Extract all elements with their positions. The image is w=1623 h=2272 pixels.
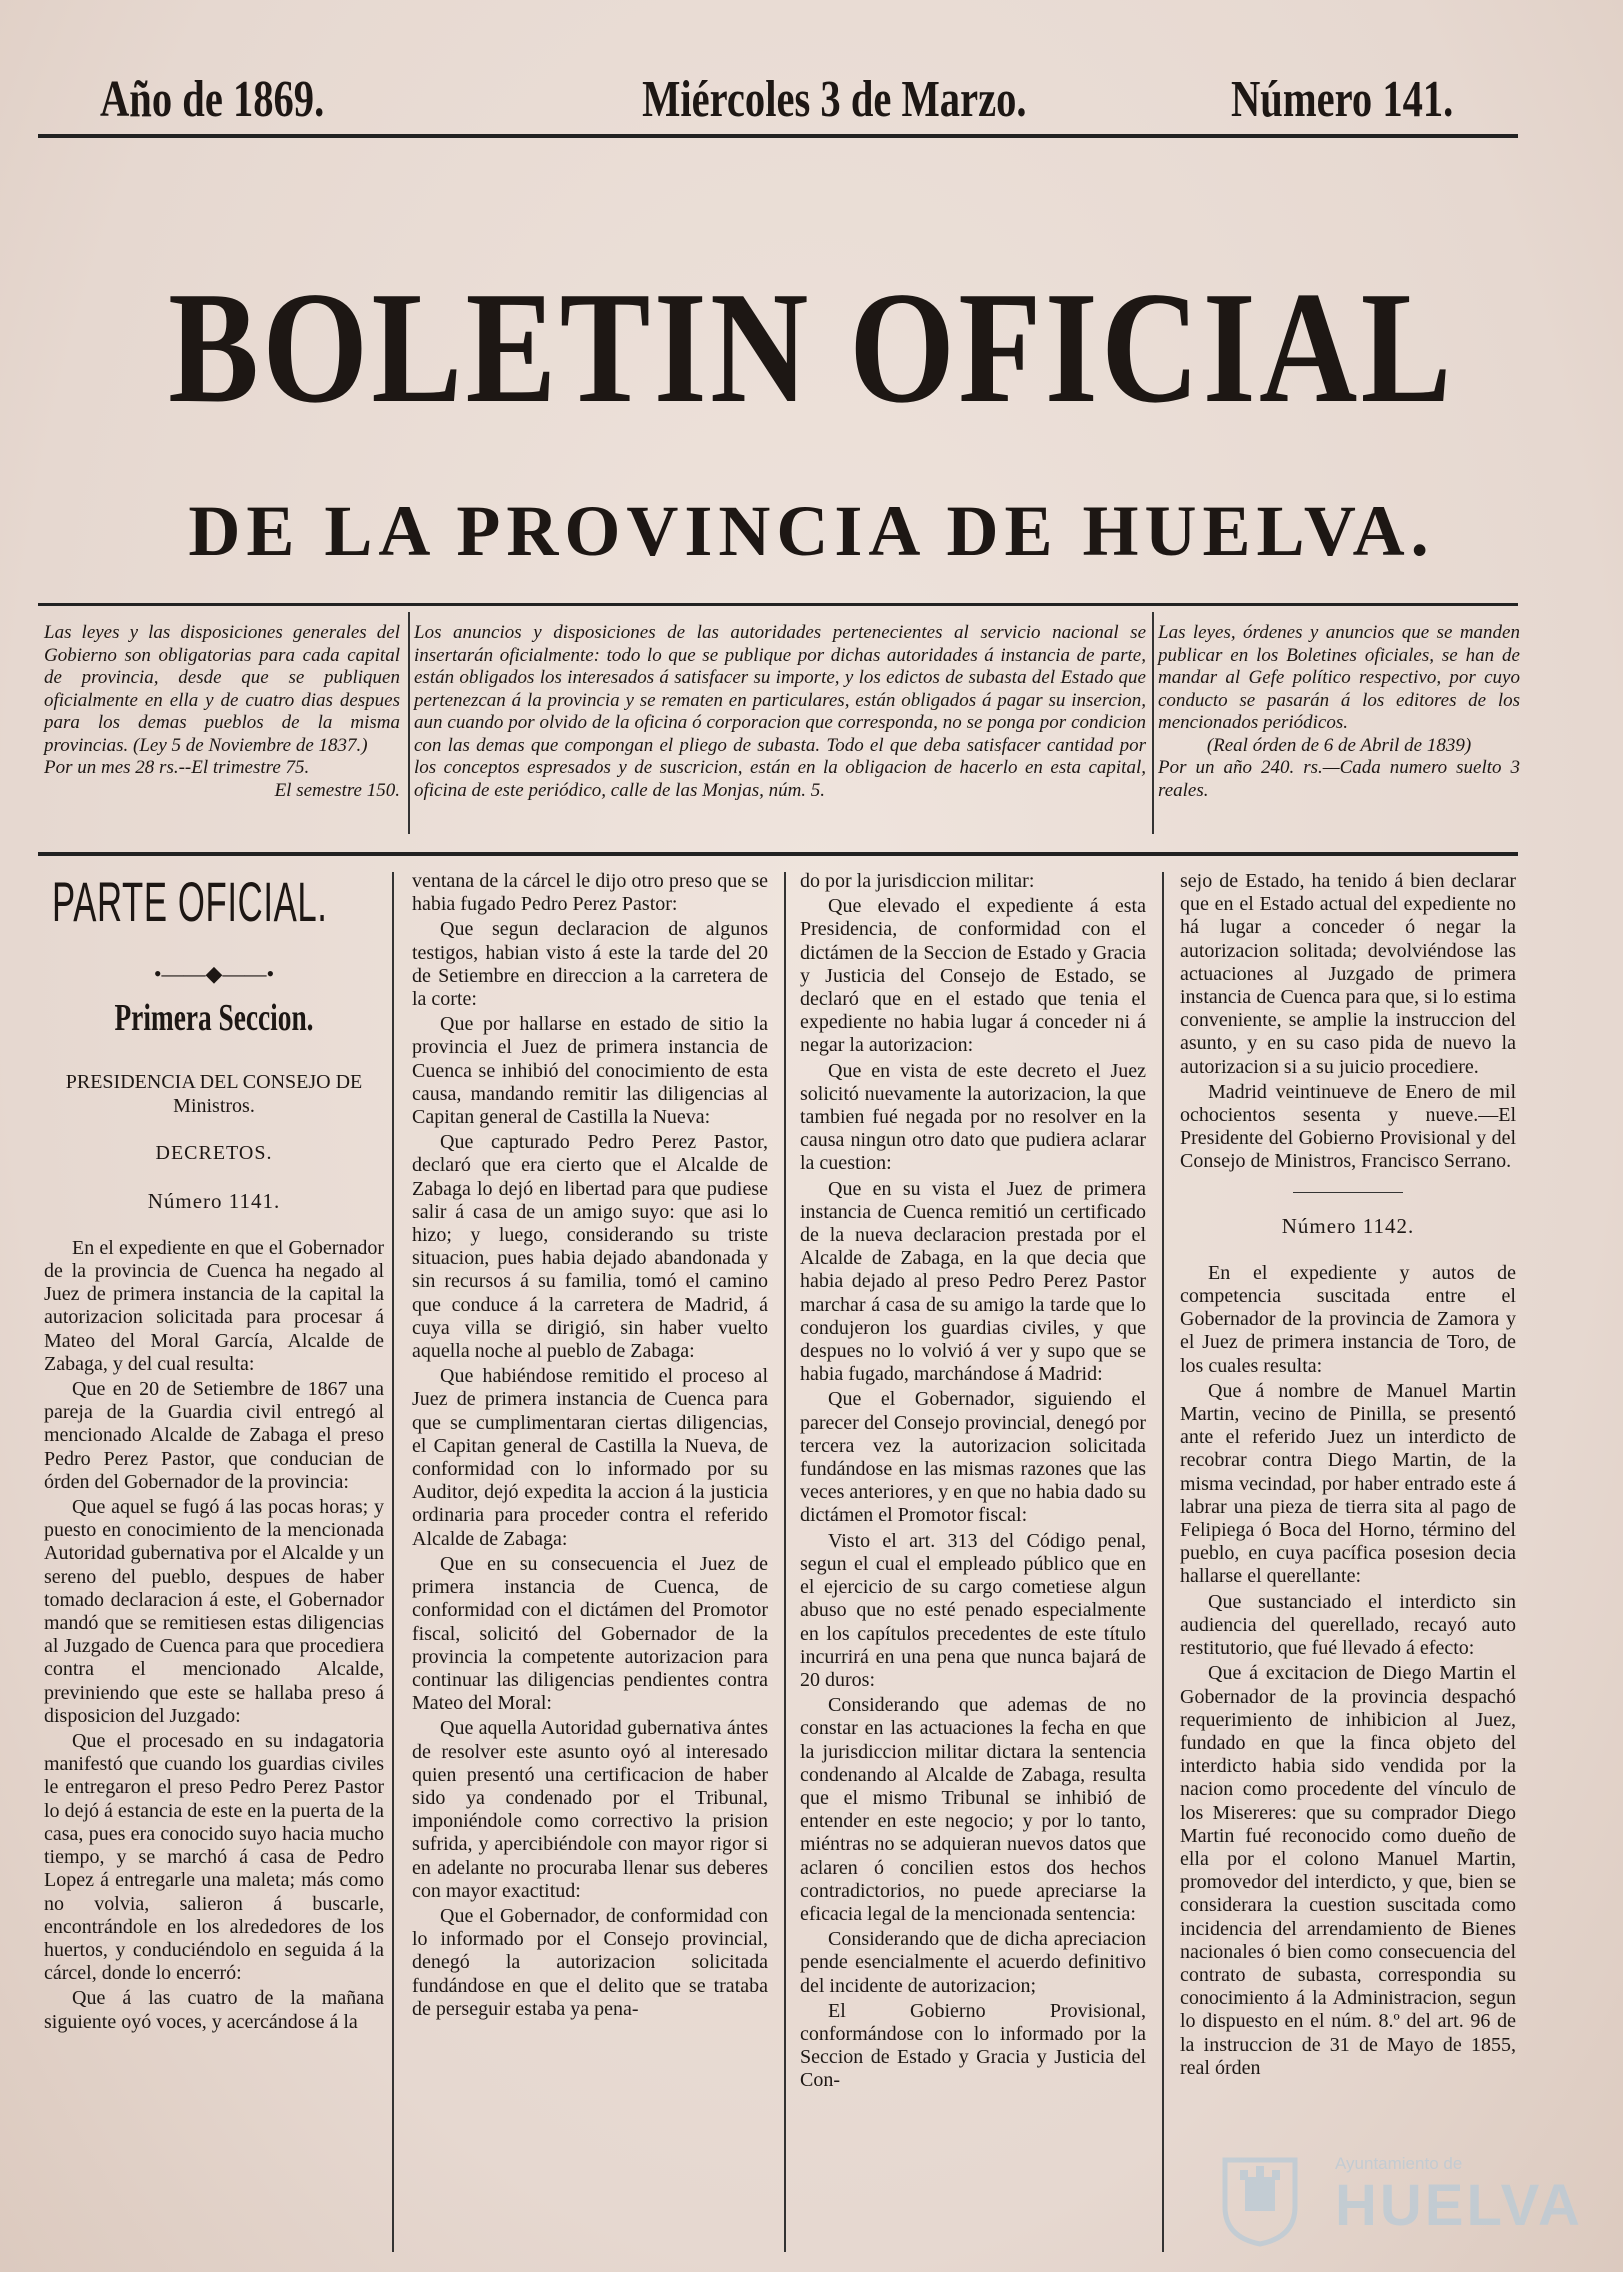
paragraph: Que á excitacion de Diego Martin el Gobernador de la provincia despachó requerimiento de inhibicion al Juez, fundado en que la finca objeto del interdicto habia sido vendida por la nacion como procedente del vínculo de los Misereres: que su comprador Diego Martin fué reconocido como dueño de ella por el colono Manuel Martin, promovedor del interdicto, y que, bien se considerara la cuestion suscitada como incidencia del arrendamiento de Bienes nacionales ó bien como consecuencia del contrato de subasta, correspondia su conocimiento á la Administracion, segun lo dispuesto en el núm. 8.º del art. 96 de la instruccion de 31 de Mayo de 1855, real órden [1180,1662,1516,2079]
paragraph: Visto el art. 313 del Código penal, segun el cual el empleado público que en el ejercicio de su cargo cometiese algun abuso que no esté penado especialmente en los capítulos precedentes de este título incurrirá en una pena que nunca bajará de 20 duros: [800,1529,1146,1691]
paragraph: Que por hallarse en estado de sitio la provincia el Juez de primera instancia de Cuenca se inhibió del conocimiento de esta causa, mandando remitir las diligencias al Capitan general de Castilla la Nueva: [412,1013,768,1129]
paragraph: Que el procesado en su indagatoria manifestó que cuando los guardias civiles le entregaron el preso Pedro Perez Pastor lo dejó á estancia de este en la puerta de la casa, pues era conocido suyo hacia mucho tiempo, y se marchó á casa de Pedro Lopez á entregarle una maleta; más como no volvia, salieron á buscarle, encontrándole en los alrededores de los huertos, y conduciéndolo en seguida á la cárcel, donde lo encerró: [44,1730,384,1985]
watermark-name: HUELVA [1335,2173,1583,2238]
notice-divider-1 [408,612,410,834]
paragraph: Que segun declaracion de algunos testigos, habian visto á este la tarde del 20 de Setiembre en direccion a la carretera de la corte: [412,918,768,1011]
watermark-tag: Ayuntamiento de [1335,2154,1463,2173]
issue-date: Miércoles 3 de Marzo. [642,71,1027,128]
column-1 [44,870,384,2036]
notice-right [1158,622,1520,802]
ornament-divider: •——◆——• [153,961,275,986]
issue-year: Año de 1869. [100,71,325,128]
notice-top-rule [38,603,1518,606]
paragraph: Que en 20 de Setiembre de 1867 una pareja de la Guardia civil entregó al mencionado Alcalde de Zabaga el preso Pedro Perez Pastor, que conducian de órden del Gobernador de la provincia: [44,1378,384,1493]
paragraph: En el expediente en que el Gobernador de la provincia de Cuenca ha negado al Juez de primera instancia de la capital la autorizacion solicitada para procesar á Mateo del Moral García, Alcalde de Zabaga, y del cual resulta: [44,1236,384,1375]
decree-number-1142: Número 1142. [1281,1213,1415,1238]
notice-left [44,622,400,802]
ayuntamiento-watermark [1210,2150,1583,2250]
issue-number: Número 141. [1231,71,1454,128]
decree-signature: Madrid veintinueve de Enero de mil ochocientos sesenta y nueve.—El Presidente del Gobierno Provisional y del Consejo de Ministros, Francisco Serrano. [1180,1080,1516,1173]
parte-oficial-heading: PARTE OFICIAL. [52,870,328,933]
paragraph: ventana de la cárcel le dijo otro preso que se habia fugado Pedro Perez Pastor: [412,870,768,916]
paragraph: Considerando que de dicha apreciacion pende esencialmente el acuerdo definitivo del incidente de autorizacion; [800,1928,1146,1997]
paragraph: Que habiéndose remitido el proceso al Juez de primera instancia de Cuenca para que se cumplimentaran ciertas diligencias, el Capitan general de Castilla la Nueva, de conformidad con lo informado por su Auditor, dejó expedita la accion á la justicia ordinaria para proceder contra el referido Alcalde de Zabaga: [412,1365,768,1550]
paragraph: Que sustanciado el interdicto sin audiencia del querellado, recayó auto restitutorio, que fué llevado á efecto: [1180,1590,1516,1660]
paragraph: Considerando que ademas de no constar en las actuaciones la fecha en que la jurisdiccion militar dictara la sentencia condenando al Alcalde de Zabaga, resulta que el mismo Tribunal se inhibió de entender en este negocio; y por lo tanto, miéntras no se adquieran nuevos datos que aclaren ó concilien estos dos hechos contradictorios, no puede apreciarse la eficacia legal de la mencionada sentencia: [800,1694,1146,1925]
short-rule [1293,1192,1403,1193]
masthead-title: BOLETIN OFICIAL [168,258,1455,436]
paragraph: sejo de Estado, ha tenido á bien declarar que en el Estado actual del expediente no há lugar a conceder ó negar la autorizacion solitada; devolviéndose las actuaciones al Juzgado de primera instancia de Cuenca para que, si lo estima conveniente, se amplie la instruccion del asunto, y en su caso pida de nuevo la autorizacion si a su juicio procediere. [1180,870,1516,1078]
paragraph: Que en vista de este decreto el Juez solicitó nuevamente la autorizacion, la que tambien fué negada por no resolver en la causa ningun otro dato que pudiera aclarar la cuestion: [800,1059,1146,1175]
paragraph: Que elevado el expediente á esta Presidencia, de conformidad con el dictámen de la Seccion de Estado y Gracia y Justicia del Consejo de Estado, se declaró que en el estado que tenia el expediente no habia lugar á conceder ni á negar la autorizacion: [800,895,1146,1057]
notice-right-price: Por un año 240. rs.—Cada numero suelto 3 reales. [1158,757,1520,801]
decree-number-1141: Número 1141. [147,1188,281,1213]
column-divider-1 [392,872,394,2252]
column-2 [412,870,768,2023]
notice-right-text: Las leyes, órdenes y anuncios que se manden publicar en los Boletines oficiales, se han de mandar al Gefe político respectivo, por cuyo conducto se pasarán á los editores de los mencionados periódicos. [1158,622,1520,733]
column-divider-3 [1162,872,1164,2252]
decretos-heading: DECRETOS. [155,1142,273,1165]
notice-bottom-rule [38,852,1518,856]
presidencia-heading: PRESIDENCIA DEL CONSEJO DE Ministros. [65,1071,363,1118]
city-shield-icon [1210,2152,1310,2247]
paragraph: Que aquella Autoridad gubernativa ántes de resolver este asunto oyó al interesado quien presentó una certificacion de haber sido ya condenado por el Tribunal, imponiéndole como correctivo la prision sufrida, y apercibiéndole con mayor rigor si en adelante no procuraba llenar sus deberes con mayor exactitud: [412,1717,768,1902]
masthead-subtitle: DE LA PROVINCIA DE HUELVA. [188,491,1435,571]
paragraph: El Gobierno Provisional, conformándose con lo informado por la Seccion de Estado y Gracia y Justicia del Con- [800,1999,1146,2092]
paragraph: En el expediente y autos de competencia suscitada entre el Gobernador de la provincia de Zamora y el Juez de primera instancia de Toro, de los cuales resulta: [1180,1261,1516,1377]
notice-center-text: Los anuncios y disposiciones de las autoridades pertenecientes al servicio nacional se insertarán oficialmente: todo lo que se publique por dichas autoridades á instancia de parte, están obligados los interesados á satisfacer su importe, y los edictos de subasta del Estado que pertenezcan á la provincia y se rematen en particulares, están obligados á pagar su insercion, aun cuando por olvido de la oficina ó corporacion que corresponda, no se ponga por condicion con las demas que compongan el pliego de subasta. Todo el que deba satisfacer cantidad por los conceptos espresados y de suscricion, están en la obligacion de hacerlo en esta capital, oficina de este periódico, calle de las Monjas, núm. 5. [414,622,1146,801]
paragraph: Que el Gobernador, de conformidad con lo informado por el Consejo provincial, denegó la autorizacion solicitada fundándose en que el delito que se trataba de perseguir estaba ya pena- [412,1904,768,2020]
notice-divider-2 [1152,612,1154,834]
paragraph: Que á nombre de Manuel Martin Martin, vecino de Pinilla, se presentó ante el referido Juez un interdicto de recobrar contra Diego Martin, de la misma vecindad, por haber entrado este á labrar una pieza de tierra sita al pago de Felipiega ó Boca del Horno, término del pueblo, en cuya pacífica posesion decia hallarse el querellante: [1180,1379,1516,1588]
paragraph: Que aquel se fugó á las pocas horas; y puesto en conocimiento de la mencionada Autoridad gubernativa por el Alcalde y un sereno del pueblo, despues de haber tomado declaracion á este, el Gobernador mandó que se remitiesen estas diligencias al Juzgado de Cuenca para que procediera contra el mencionado Alcalde, previniendo que este se hallaba preso á disposicion del Juzgado: [44,1496,384,1727]
paragraph: Que en su vista el Juez de primera instancia de Cuenca remitió un certificado de la nueva declaracion prestada por el Alcalde de Zabaga, en la que decia que habia dejado al preso Pedro Perez Pastor marchar á casa de su amigo la tarde que lo condujeron los guardias civiles, y que despues no lo volvió á ver y supo que se habia fugado, marchándose á Madrid: [800,1177,1146,1386]
section-heading: Primera Seccion. [114,997,314,1040]
column-divider-2 [784,872,786,2252]
issue-header [100,70,1454,130]
paragraph: Que capturado Pedro Perez Pastor, declaró que era cierto que el Alcalde de Zabaga lo dejó en libertad para que pudiese salir á casa de un amigo suyo: que asi lo hizo; y luego, considerando su triste situacion, pues habia dejado abandonada y sin recursos á su familia, tomó el camino que conduce á la carretera de Madrid, á cuya villa se dirigió, sin haber vuelto aquella noche al pueblo de Zabaga: [412,1131,768,1363]
notice-left-text: Las leyes y las disposiciones generales del Gobierno son obligatorias para cada capital de provincia, desde que se publiquen oficialmente en ella y de cuatro dias despues para los demas pueblos de la misma provincias. (Ley 5 de Noviembre de 1837.) [44,622,400,756]
notice-left-price1: Por un mes 28 rs.--El trimestre 75. [44,757,310,778]
notice-left-price2: El semestre 150. [274,779,400,801]
paragraph: Que á las cuatro de la mañana siguiente oyó voces, y acercándose á la [44,1987,384,2033]
column-3 [800,870,1146,2095]
paragraph: do por la jurisdiccion militar: [800,870,1035,892]
notice-right-ref: (Real órden de 6 de Abril de 1839) [1206,734,1472,756]
notice-center [414,622,1146,802]
paragraph: Que en su consecuencia el Juez de primera instancia de Cuenca, de conformidad con el dictámen del Promotor fiscal, solicitó del Gobernador de la provincia la competente autorizacion para continuar las diligencias pendientes contra Mateo del Moral: [412,1552,768,1715]
paragraph: Que el Gobernador, siguiendo el parecer del Consejo provincial, denegó por tercera vez la autorizacion solicitada fundándose en las mismas razones que las veces anteriores, y en que no habia dado su dictámen el Promotor fiscal: [800,1388,1146,1527]
column-4 [1180,870,1516,2082]
header-rule [38,134,1518,138]
